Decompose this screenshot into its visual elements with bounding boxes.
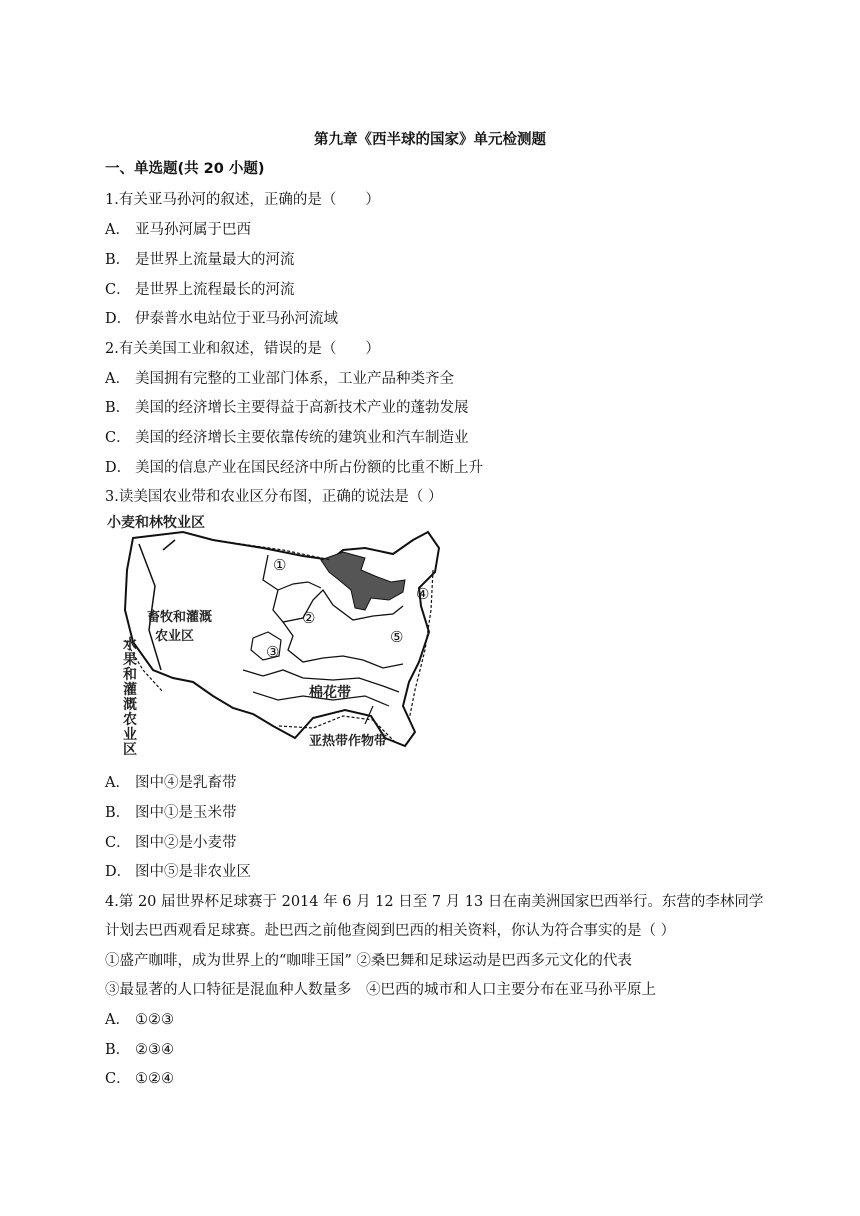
question-2-option-b[interactable]: B． 美国的经济增长主要得益于高新技术产业的蓬勃发展 <box>105 400 469 416</box>
section-heading: 一、单选题(共 20 小题) <box>105 161 265 177</box>
question-4-stem: 4.第 20 届世界杯足球赛于 2014 年 6 月 12 日至 7 月 13 日在南美洲国家巴西举行。东营的李林同学 <box>105 894 764 910</box>
question-2-option-c[interactable]: C． 美国的经济增长主要依靠传统的建筑业和汽车制造业 <box>105 430 469 446</box>
map-marker-3: ③ <box>266 643 280 661</box>
question-2-stem: 2.有关美国工业和叙述，错误的是（ ） <box>105 341 380 357</box>
question-1-option-c[interactable]: C． 是世界上流程最长的河流 <box>105 282 295 298</box>
question-1-stem: 1.有关亚马孙河的叙述，正确的是（ ） <box>105 192 380 208</box>
question-4-option-a[interactable]: A． ①②③ <box>105 1012 174 1028</box>
map-label-grazing-line-1: 畜牧和灌溉 <box>147 610 213 625</box>
page-title: 第九章《西半球的国家》单元检测题 <box>314 132 546 148</box>
question-3-option-a[interactable]: A． 图中④是乳畜带 <box>105 775 237 791</box>
question-4-stem-continued: 计划去巴西观看足球赛。赴巴西之前他查阅到巴西的相关资料，你认为符合事实的是（ ） <box>105 923 676 939</box>
question-2-option-a[interactable]: A． 美国拥有完整的工业部门体系，工业产品种类齐全 <box>105 371 454 387</box>
question-4-statements-2: ③最显著的人口特征是混血种人数量多 ④巴西的城市和人口主要分布在亚马孙平原上 <box>105 982 656 998</box>
question-3-option-b[interactable]: B． 图中①是玉米带 <box>105 805 237 821</box>
question-4-option-b[interactable]: B． ②③④ <box>105 1042 174 1058</box>
map-label-subtropical: 亚热带作物带 <box>309 734 388 749</box>
question-1-option-b[interactable]: B． 是世界上流量最大的河流 <box>105 252 295 268</box>
question-4-option-c[interactable]: C． ①②④ <box>105 1071 174 1087</box>
us-agriculture-map <box>103 510 443 760</box>
map-marker-1: ① <box>273 556 287 574</box>
map-marker-4: ④ <box>416 585 430 603</box>
question-3-stem: 3.读美国农业带和农业区分布图，正确的说法是（ ） <box>105 489 443 505</box>
question-3-option-d[interactable]: D． 图中⑤是非农业区 <box>105 864 251 880</box>
map-label-cotton: 棉花带 <box>309 685 351 701</box>
map-marker-5: ⑤ <box>390 628 404 646</box>
map-label-wheat-forest: 小麦和林牧业区 <box>107 515 205 531</box>
question-2-option-d[interactable]: D． 美国的信息产业在国民经济中所占份额的比重不断上升 <box>105 460 483 476</box>
map-label-grazing-line-2: 农业区 <box>155 629 195 644</box>
question-1-option-a[interactable]: A． 亚马孙河属于巴西 <box>105 222 251 238</box>
map-label-fruit-vertical: 水 果 和 灌 溉 农 业 区 <box>123 637 137 758</box>
question-1-option-d[interactable]: D． 伊泰普水电站位于亚马孙河流域 <box>105 311 338 327</box>
map-marker-2: ② <box>302 609 316 627</box>
question-4-statements-1: ①盛产咖啡，成为世界上的“咖啡王国” ②桑巴舞和足球运动是巴西多元文化的代表 <box>105 953 632 969</box>
question-3-option-c[interactable]: C． 图中②是小麦带 <box>105 835 237 851</box>
